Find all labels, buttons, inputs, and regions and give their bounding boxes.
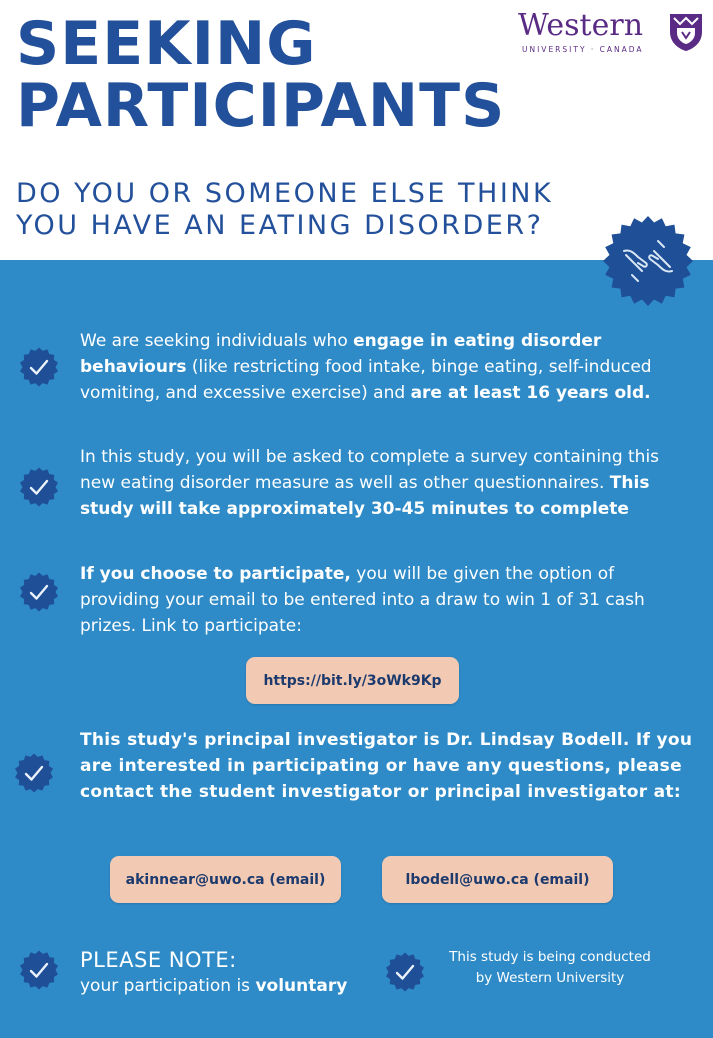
- criteria-paragraph: [80, 328, 695, 406]
- draw-bold: If you choose to participate,: [80, 564, 351, 584]
- check-badge-icon: [19, 950, 59, 990]
- note-body: [80, 976, 347, 996]
- note-text: your participation is: [80, 976, 256, 996]
- western-logo: [516, 10, 706, 60]
- check-badge-icon: [19, 572, 59, 612]
- criteria-bold-2: are at least 16 years old.: [410, 383, 651, 403]
- question-line-1: DO YOU OR SOMEONE ELSE THINK: [16, 178, 554, 209]
- contact-paragraph: This study's principal investigator is Dr. Lindsay Bodell. If you are interested in participating or have any questions, please contact the student investigator or principal investigator at:: [80, 730, 693, 802]
- logo-wordmark: Western: [518, 8, 644, 43]
- title-line-1: SEEKING: [16, 9, 317, 79]
- title-line-2: PARTICIPANTS: [16, 71, 506, 141]
- check-badge-icon: [19, 347, 59, 387]
- criteria-text-1: We are seeking individuals who: [80, 331, 354, 351]
- check-badge-shape: [386, 953, 424, 992]
- conducted-line-1: This study is being conducted: [449, 949, 651, 965]
- criteria-text-2: (like restricting food intake, binge eating, self-induced vomiting, and excessive exercise) and: [80, 357, 652, 403]
- student-email-button[interactable]: akinnear@uwo.ca (email): [110, 856, 341, 903]
- western-crest-icon: [668, 12, 704, 52]
- check-badge-shape: [20, 573, 58, 612]
- survey-paragraph: [80, 444, 695, 522]
- criteria-bold-1: engage in eating disorder behaviours: [80, 331, 602, 377]
- question-heading: [16, 178, 553, 242]
- helping-hands-icon: [602, 215, 694, 307]
- check-badge-shape: [20, 348, 58, 387]
- question-line-2: YOU HAVE AN EATING DISORDER?: [16, 210, 544, 241]
- note-heading: PLEASE NOTE:: [80, 948, 237, 972]
- conducted-by-note: [438, 947, 662, 989]
- survey-text: In this study, you will be asked to complete a survey containing this new eating disorder measure as well as other questionnaires.: [80, 447, 660, 493]
- logo-tagline: UNIVERSITY · CANADA: [522, 45, 644, 54]
- participate-link-button[interactable]: https://bit.ly/3oWk9Kp: [246, 657, 459, 704]
- conducted-line-2: by Western University: [475, 970, 625, 986]
- draw-text: you will be given the option of providing your email to be entered into a draw to win 1 of 31 cash prizes. Link to participate:: [80, 564, 645, 636]
- note-voluntary: voluntary: [255, 976, 348, 996]
- page-title: [16, 9, 506, 141]
- check-badge-shape: [15, 754, 53, 793]
- check-badge-shape: [20, 468, 58, 507]
- check-badge-shape: [20, 951, 58, 990]
- check-badge-icon: [19, 467, 59, 507]
- check-badge-icon: [14, 753, 54, 793]
- investigator-email-button[interactable]: lbodell@uwo.ca (email): [382, 856, 613, 903]
- draw-paragraph: [80, 561, 695, 639]
- check-badge-icon: [385, 952, 425, 992]
- survey-duration: This study will take approximately 30-45 minutes to complete: [80, 473, 650, 519]
